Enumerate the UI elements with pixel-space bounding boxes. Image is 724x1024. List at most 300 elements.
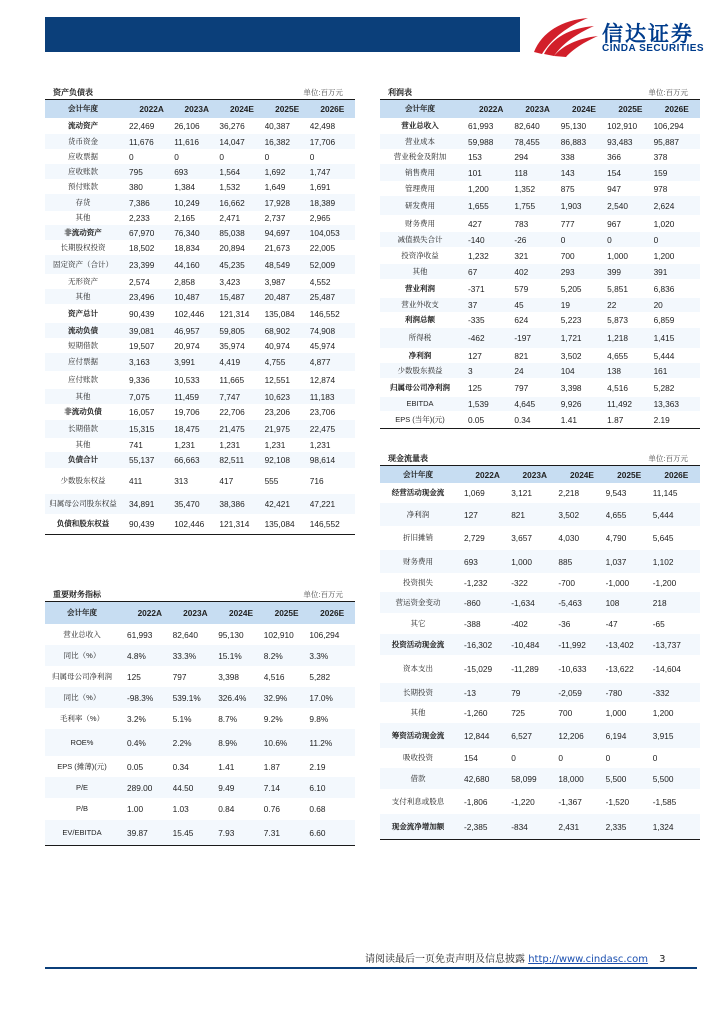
row-label: 流动资产 <box>68 121 98 130</box>
cell-value: 947 <box>607 183 622 194</box>
table-row <box>45 666 355 687</box>
cell-value: 5.1% <box>172 713 192 724</box>
table-row <box>45 323 355 338</box>
row-label: 投资净收益 <box>401 250 439 260</box>
year-header: 2024E <box>228 608 253 618</box>
cell-value: 5,500 <box>605 773 627 784</box>
cell-value: 42,680 <box>464 773 490 784</box>
cell-value: 6,194 <box>605 730 627 741</box>
cell-value: 1,037 <box>605 556 627 567</box>
table-title: 现金流量表 <box>388 454 428 463</box>
cell-value: 1,532 <box>219 181 241 192</box>
row-label: 应收账款 <box>68 166 98 176</box>
cell-value: 555 <box>264 476 279 486</box>
cell-value: 218 <box>652 597 667 608</box>
cell-value: 1,020 <box>653 218 675 229</box>
cell-value: 19,507 <box>129 340 155 351</box>
row-label: 投资损失 <box>403 577 433 587</box>
cell-value: 725 <box>511 707 526 718</box>
table-row <box>45 514 355 534</box>
cell-value: 13,363 <box>653 399 679 409</box>
cell-value: 23,496 <box>129 291 155 302</box>
cell-value: 0 <box>652 753 658 763</box>
cell-value: 47,221 <box>309 499 336 509</box>
cell-value: 76,340 <box>174 227 200 238</box>
cell-value: 85,038 <box>219 227 245 238</box>
cell-value: 102,910 <box>607 121 638 131</box>
row-label: 吸收投资 <box>403 753 433 762</box>
table-row <box>380 592 700 613</box>
cell-value: 15.1% <box>218 650 242 661</box>
row-label: 折旧摊销 <box>403 533 433 542</box>
cell-value: 7,747 <box>219 391 241 402</box>
cell-value: 127 <box>468 350 482 361</box>
row-label: 营业成本 <box>405 136 435 146</box>
table-row <box>380 118 700 134</box>
year-header: 2025E <box>618 104 643 114</box>
cell-value: 1,415 <box>653 333 675 343</box>
cell-value: 9.8% <box>309 713 329 724</box>
cell-value: 9.2% <box>263 713 283 724</box>
footer <box>365 950 666 965</box>
cell-value: 45,235 <box>219 259 245 270</box>
year-header: 2025E <box>617 469 642 480</box>
cell-value: -140 <box>468 234 485 245</box>
row-label: 非流动负债 <box>64 407 102 416</box>
cell-value: 2,431 <box>558 821 580 832</box>
cell-value: -13,402 <box>605 639 634 650</box>
row-label: 净利润 <box>408 350 432 360</box>
table-row <box>380 483 700 503</box>
table-row <box>380 723 700 748</box>
cell-value: -860 <box>464 597 481 608</box>
row-label: 利润总额 <box>405 315 435 324</box>
cell-value: 313 <box>174 476 189 486</box>
table-title: 重要财务指标 <box>53 590 101 599</box>
cell-value: 4,877 <box>309 357 331 367</box>
cell-value: 3,915 <box>652 730 674 741</box>
cash-flow-table <box>380 452 700 840</box>
cell-value: 5,223 <box>560 315 582 325</box>
year-header: 2025E <box>274 608 299 618</box>
footer-divider <box>45 967 697 969</box>
table-row <box>380 634 700 655</box>
row-label: 净利润 <box>406 509 430 519</box>
cell-value: -388 <box>464 618 481 629</box>
disclaimer-notice: 请阅读最后一页免责声明及信息披露 <box>365 954 525 965</box>
cell-value: 21,673 <box>264 242 290 253</box>
table-row <box>45 452 355 468</box>
table-row <box>45 134 355 149</box>
cell-value: 1,755 <box>514 200 536 211</box>
cinda-swoosh-icon <box>528 14 600 58</box>
year-header: 2026E <box>320 104 345 114</box>
table-bottom-rule <box>380 428 700 429</box>
cell-value: -26 <box>514 234 527 245</box>
cell-value: 1,539 <box>468 399 489 409</box>
cell-value: -1,634 <box>511 597 535 608</box>
row-label: 应收票据 <box>68 151 98 161</box>
cell-value: 1,721 <box>560 333 582 343</box>
cell-value: 52,009 <box>309 259 336 270</box>
cell-value: 399 <box>607 266 622 277</box>
cell-value: 0 <box>129 151 134 162</box>
row-label: 毛利率（%） <box>59 713 105 723</box>
cell-value: 1.87 <box>263 761 280 772</box>
cell-value: 102,446 <box>174 308 205 319</box>
table-title-bar <box>45 86 355 100</box>
cell-value: 19 <box>560 300 571 310</box>
cell-value: 1.41 <box>218 761 235 772</box>
cell-value: 18,475 <box>174 424 200 434</box>
cell-value: 2,737 <box>264 213 286 223</box>
table-row <box>45 274 355 289</box>
cell-value: -2,385 <box>464 821 488 832</box>
table-row <box>45 404 355 420</box>
cell-value: 0.05 <box>127 761 144 772</box>
table-row <box>45 468 355 494</box>
table-row <box>380 134 700 149</box>
cell-value: 402 <box>514 266 529 277</box>
cell-value: 154 <box>464 753 478 763</box>
cell-value: 2,218 <box>558 488 580 498</box>
table-header-row <box>45 100 355 118</box>
cell-value: 366 <box>607 151 622 162</box>
cell-value: 161 <box>653 365 668 376</box>
table-row <box>380 348 700 363</box>
table-row <box>45 164 355 179</box>
table-row <box>45 645 355 666</box>
table-row <box>380 748 700 768</box>
year-header: 2023A <box>522 469 547 480</box>
year-header: 2026E <box>664 104 689 114</box>
header-banner <box>45 17 520 52</box>
cell-value: 37 <box>468 300 478 310</box>
table-row <box>45 494 355 514</box>
cell-value: 0.34 <box>172 761 189 772</box>
cell-value: 11,665 <box>219 375 245 385</box>
row-label: 减值损失合计 <box>397 234 443 244</box>
row-label: 归属母公司净利润 <box>52 671 112 681</box>
cell-value: 411 <box>129 476 143 486</box>
row-label: EV/EBITDA <box>62 827 102 837</box>
cell-value: 1,231 <box>309 440 331 450</box>
row-label: 少数股东损益 <box>397 365 443 375</box>
cell-value: -10,484 <box>511 639 540 650</box>
cell-value: 3,502 <box>558 509 580 520</box>
row-label: 其他 <box>75 213 91 222</box>
table-row <box>45 389 355 404</box>
cell-value: 95,130 <box>560 121 587 131</box>
cell-value: 293 <box>560 266 575 277</box>
cell-value: 22,469 <box>129 121 155 131</box>
cell-value: 159 <box>653 167 668 178</box>
cell-value: 74,908 <box>309 325 336 336</box>
table-row <box>380 526 700 550</box>
row-label: EPS (当年)(元) <box>395 414 445 424</box>
table-row <box>380 814 700 839</box>
cell-value: 86,883 <box>560 136 587 147</box>
table-row <box>380 655 700 683</box>
table-row <box>380 397 700 411</box>
cell-value: 18,834 <box>174 242 200 253</box>
cell-value: 2,471 <box>219 213 241 223</box>
table-row <box>45 729 355 756</box>
cell-value: 20,487 <box>264 291 290 302</box>
cell-value: 11,492 <box>607 399 632 409</box>
cell-value: 48,549 <box>264 259 290 270</box>
table-row <box>380 702 700 723</box>
cell-value: 0.05 <box>468 414 485 425</box>
year-header: 2025E <box>275 104 300 114</box>
cell-value: 797 <box>172 671 187 682</box>
cell-value: 978 <box>653 183 668 194</box>
table-row <box>45 149 355 164</box>
cell-value: 0 <box>174 151 179 162</box>
cell-value: 78,455 <box>514 136 540 147</box>
cell-value: 0.68 <box>309 804 326 814</box>
cell-value: 22,706 <box>219 407 245 417</box>
table-row <box>45 371 355 389</box>
table-bottom-rule <box>45 534 355 535</box>
cell-value: -462 <box>468 333 485 343</box>
cell-value: 22,005 <box>309 242 336 253</box>
header-label: 会计年度 <box>403 469 433 479</box>
table-row <box>380 247 700 264</box>
row-label: 其他 <box>75 440 91 449</box>
cell-value: 59,988 <box>468 136 494 147</box>
cell-value: 378 <box>653 151 668 162</box>
table-unit: 单位:百万元 <box>648 454 688 463</box>
row-label: P/B <box>75 804 89 813</box>
cell-value: 138 <box>607 365 622 376</box>
cell-value: 693 <box>174 166 189 177</box>
cell-value: 23,706 <box>309 407 336 417</box>
cell-value: -1,367 <box>558 796 582 807</box>
row-label: 非流动资产 <box>64 227 102 237</box>
cell-value: 0 <box>219 151 224 162</box>
row-label: 负债合计 <box>68 455 98 464</box>
table-row <box>380 363 700 378</box>
header-label: 会计年度 <box>67 608 97 617</box>
cell-value: 95,887 <box>653 136 679 147</box>
cell-value: 716 <box>309 476 324 486</box>
cell-value: 82,640 <box>514 121 540 131</box>
row-label: 管理费用 <box>405 183 435 193</box>
year-header: 2022A <box>478 104 504 114</box>
table-row <box>380 312 700 328</box>
row-label: 固定资产（合计） <box>53 259 113 269</box>
cell-value: 1,231 <box>219 440 241 450</box>
cell-value: 579 <box>514 283 529 294</box>
cell-value: 17.0% <box>309 692 333 703</box>
cell-value: 11.2% <box>309 737 333 748</box>
cell-value: 2.19 <box>309 761 326 772</box>
cell-value: 7.93 <box>218 827 235 838</box>
cell-value: 8.2% <box>263 650 283 661</box>
cell-value: 2,858 <box>174 276 195 287</box>
table-row <box>45 338 355 353</box>
cell-value: 821 <box>511 509 526 520</box>
cell-value: 17,928 <box>264 197 290 208</box>
cell-value: 10,487 <box>174 291 200 302</box>
table-row <box>45 179 355 194</box>
cell-value: 25,487 <box>309 291 336 302</box>
cell-value: -98.3% <box>127 692 154 703</box>
table-row <box>45 304 355 323</box>
cell-value: 108 <box>605 597 620 608</box>
cell-value: 1,200 <box>468 183 489 194</box>
cell-value: 289.00 <box>127 782 153 793</box>
year-header: 2023A <box>184 104 209 114</box>
cell-value: 4.8% <box>127 650 146 661</box>
cell-value: 693 <box>464 556 478 567</box>
table-row <box>45 353 355 371</box>
cell-value: 5,205 <box>560 283 582 294</box>
row-label: 长期投资 <box>403 687 433 697</box>
cell-value: 118 <box>514 167 528 178</box>
table-row <box>380 378 700 397</box>
row-label: 归属母公司净利润 <box>390 382 450 392</box>
table-row <box>45 211 355 225</box>
row-label: 流动负债 <box>68 325 98 335</box>
row-label: 借款 <box>410 773 426 783</box>
table-row <box>380 503 700 526</box>
row-label: 存货 <box>75 197 91 207</box>
cell-value: 4,516 <box>263 671 285 682</box>
table-title: 资产负债表 <box>53 88 93 97</box>
cell-value: 19,706 <box>174 407 200 417</box>
cell-value: 10,533 <box>174 375 200 385</box>
cell-value: 12,551 <box>264 375 290 385</box>
cell-value: 24 <box>514 365 524 376</box>
year-header: 2024E <box>571 104 596 114</box>
cell-value: 783 <box>514 218 529 229</box>
cell-value: -700 <box>558 577 575 588</box>
cell-value: 1,069 <box>464 488 485 498</box>
cell-value: 539.1% <box>172 692 201 703</box>
cell-value: 12,874 <box>309 375 336 385</box>
cell-value: 1,649 <box>264 181 286 192</box>
table-row <box>45 756 355 777</box>
cell-value: 777 <box>560 218 575 229</box>
cell-value: 35,974 <box>219 340 245 351</box>
cell-value: 93,483 <box>607 136 633 147</box>
cell-value: 1,352 <box>514 183 536 194</box>
cell-value: -332 <box>652 687 670 698</box>
cell-value: 5,282 <box>653 382 675 393</box>
cell-value: 294 <box>514 151 529 162</box>
cell-value: 0 <box>511 753 516 763</box>
cell-value: -402 <box>511 618 528 629</box>
cell-value: 0 <box>653 234 659 245</box>
cell-value: 42,421 <box>264 499 290 509</box>
income-statement-table <box>380 86 700 429</box>
cell-value: 42,498 <box>309 121 336 131</box>
cell-value: 121,314 <box>219 519 250 529</box>
cell-value: 2,165 <box>174 213 195 223</box>
cell-value: 3,121 <box>511 488 532 498</box>
cell-value: 0 <box>264 151 270 162</box>
cell-value: 32.9% <box>263 692 288 703</box>
cell-value: 58,099 <box>511 773 537 784</box>
cell-value: 5,851 <box>607 283 628 294</box>
cell-value: -335 <box>468 315 485 325</box>
cell-value: 39,081 <box>129 325 155 336</box>
cell-value: 20,974 <box>174 340 200 351</box>
cell-value: 4,790 <box>605 533 627 543</box>
cell-value: 795 <box>129 166 143 177</box>
cell-value: 14,047 <box>219 136 245 147</box>
cell-value: 61,993 <box>127 629 153 640</box>
cell-value: 46,957 <box>174 325 200 336</box>
cell-value: 5,873 <box>607 315 628 325</box>
cell-value: 3,423 <box>219 276 241 287</box>
cell-value: 0.34 <box>514 414 531 425</box>
cell-value: 1.03 <box>172 804 189 814</box>
cell-value: 1.41 <box>560 414 577 425</box>
cell-value: 3,398 <box>560 382 582 393</box>
row-label: 预付账款 <box>68 181 98 191</box>
cell-value: 885 <box>558 556 573 567</box>
cell-value: 2,233 <box>129 213 150 223</box>
row-label: 资产总计 <box>68 308 98 318</box>
cell-value: 3.3% <box>309 650 329 661</box>
cell-value: 127 <box>464 509 478 520</box>
cell-value: 3 <box>468 365 473 376</box>
cell-value: -47 <box>605 618 618 629</box>
cell-value: 0.84 <box>218 804 235 814</box>
cell-value: 3,987 <box>264 276 286 287</box>
cell-value: 82,640 <box>172 629 198 640</box>
cell-value: 98,614 <box>309 455 336 465</box>
row-label: EPS (摊薄)(元) <box>57 761 107 771</box>
cell-value: 21,975 <box>264 424 290 434</box>
cell-value: 321 <box>514 250 529 261</box>
cell-value: -197 <box>514 333 531 343</box>
cell-value: 44.50 <box>172 782 194 793</box>
cell-value: 11,145 <box>652 488 678 498</box>
row-label: 营业总收入 <box>63 629 101 639</box>
row-label: 无形资产 <box>68 276 98 286</box>
cell-value: -13,737 <box>652 639 681 650</box>
cell-value: 1,324 <box>652 821 674 832</box>
table-title-bar <box>45 588 355 602</box>
row-label: 投资活动现金流 <box>391 639 445 649</box>
cell-value: -1,200 <box>652 577 677 588</box>
website-link[interactable]: http://www.cindasc.com <box>528 954 648 965</box>
cell-value: 1,691 <box>309 181 331 192</box>
cell-value: 6.60 <box>309 827 326 838</box>
row-label: 营业总收入 <box>401 121 439 130</box>
cell-value: 1,000 <box>605 707 627 718</box>
year-header: 2023A <box>183 608 208 618</box>
cell-value: 391 <box>653 266 668 277</box>
cell-value: 23,206 <box>264 407 290 417</box>
cell-value: 2,624 <box>653 200 675 211</box>
cell-value: 4,655 <box>605 509 627 520</box>
row-label: 其他 <box>75 391 91 401</box>
cell-value: 67,970 <box>129 227 155 238</box>
cell-value: -1,806 <box>464 796 488 807</box>
row-label: 长期股权投资 <box>60 242 106 252</box>
cell-value: -65 <box>652 618 665 629</box>
table-row <box>380 573 700 592</box>
cell-value: -14,604 <box>652 664 681 674</box>
cell-value: -36 <box>558 618 571 629</box>
cell-value: 4,755 <box>264 357 286 367</box>
cell-value: 90,439 <box>129 308 155 319</box>
